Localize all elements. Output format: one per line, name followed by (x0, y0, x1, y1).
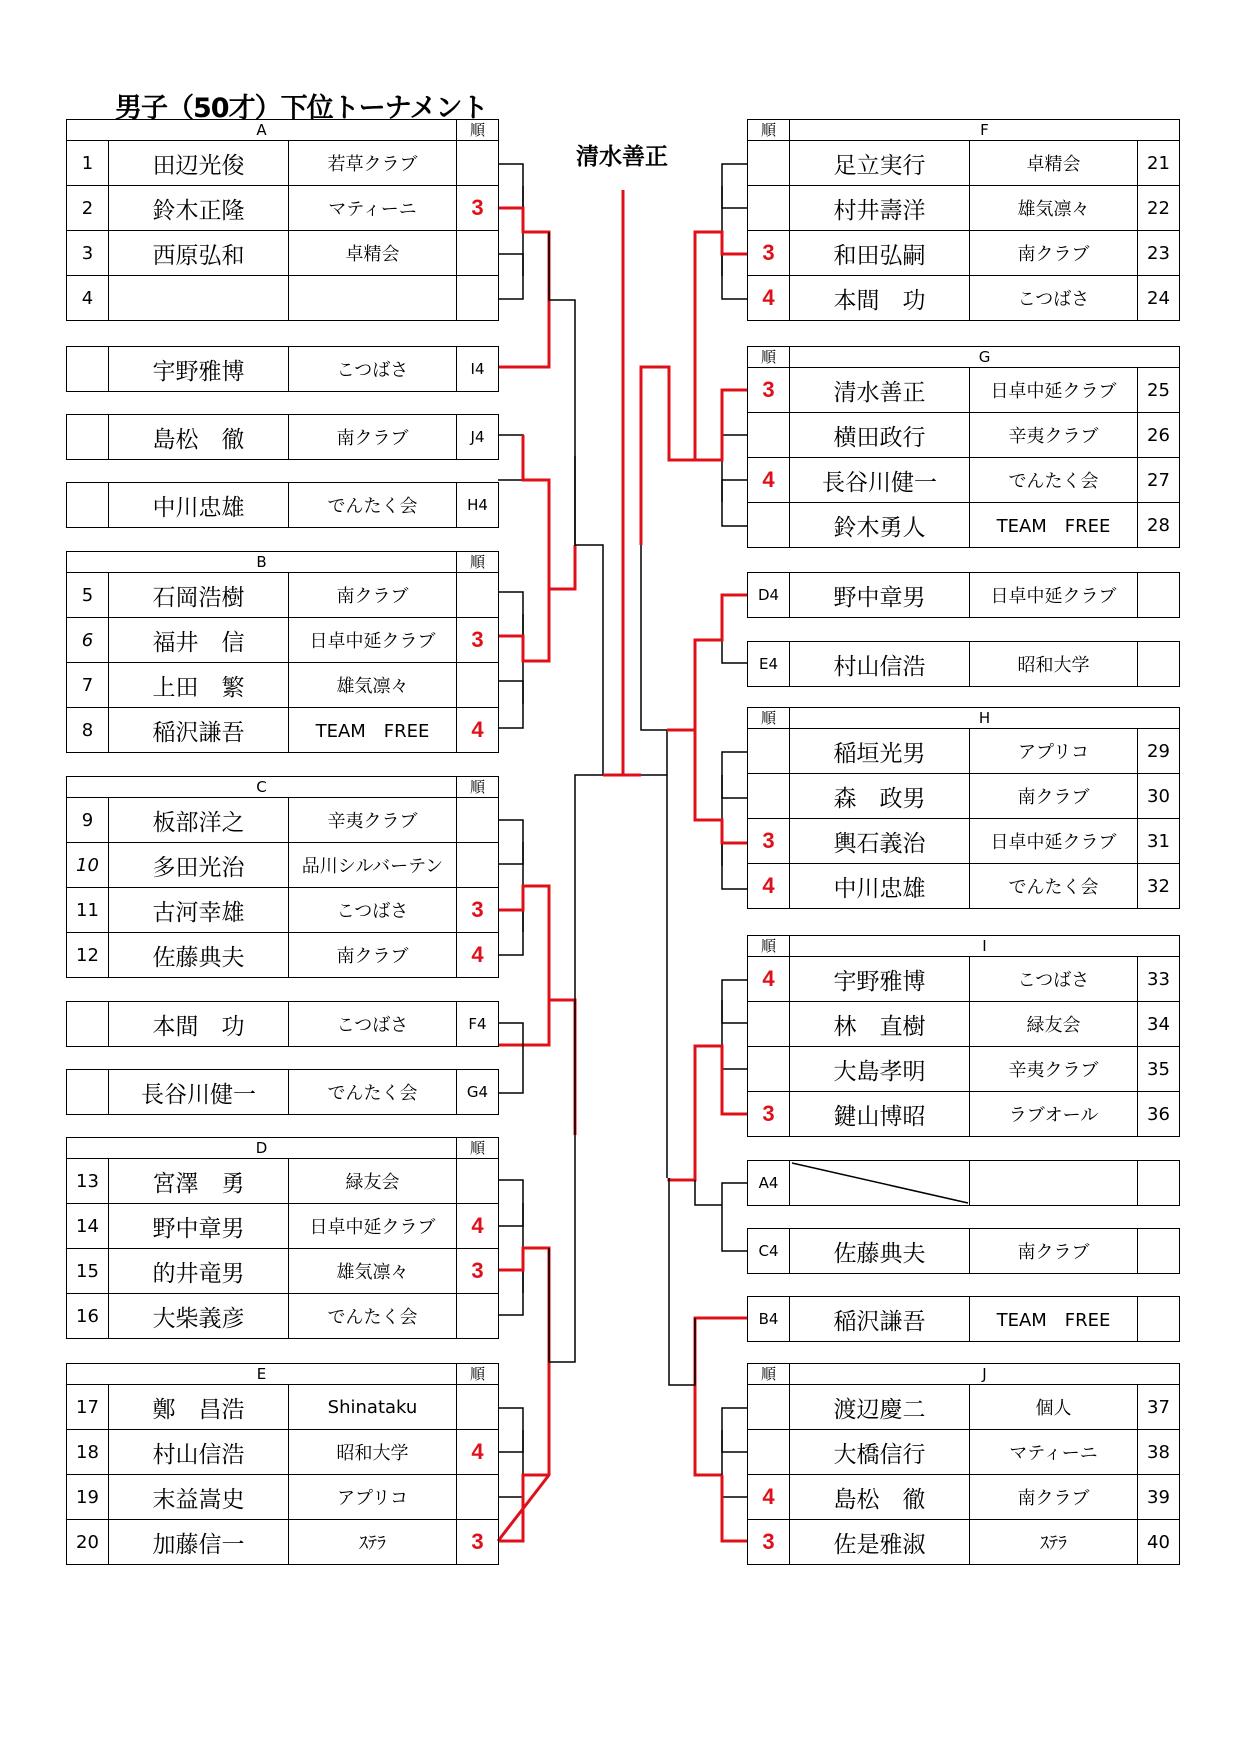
player-number: 35 (1138, 1047, 1180, 1092)
player-row (67, 1159, 499, 1204)
group-label: J (790, 1364, 1180, 1385)
group-label: E (67, 1364, 457, 1385)
player-number: 1 (67, 141, 109, 186)
seed-code: C4 (748, 1229, 790, 1274)
player-number: 18 (67, 1430, 109, 1475)
group-table-A (66, 119, 499, 321)
rank-value: 4 (748, 276, 790, 321)
player-row (748, 1385, 1180, 1430)
player-row (67, 1294, 499, 1339)
group-label: C (67, 777, 457, 798)
rank-header: 順 (748, 1364, 790, 1385)
player-row (67, 347, 499, 392)
player-row (748, 1047, 1180, 1092)
group-label: B (67, 552, 457, 573)
player-name: 佐藤典夫 (790, 1229, 970, 1274)
empty-cell (67, 1070, 109, 1115)
player-name: 島松 徹 (109, 415, 289, 460)
player-name: 宮澤 勇 (109, 1159, 289, 1204)
club-name: こつばさ (289, 888, 457, 933)
club-name (970, 1161, 1138, 1206)
empty-cell (1138, 1297, 1180, 1342)
club-name: 緑友会 (970, 1002, 1138, 1047)
player-number: 6 (67, 618, 109, 663)
player-number: 8 (67, 708, 109, 753)
player-name: 的井竜男 (109, 1249, 289, 1294)
club-name: アプリコ (970, 729, 1138, 774)
club-name: 南クラブ (970, 774, 1138, 819)
rank-value: 4 (748, 1475, 790, 1520)
single-entry-table (66, 1069, 499, 1115)
player-name: 福井 信 (109, 618, 289, 663)
player-number: 40 (1138, 1520, 1180, 1565)
player-name: 宇野雅博 (109, 347, 289, 392)
player-number: 30 (1138, 774, 1180, 819)
player-number: 38 (1138, 1430, 1180, 1475)
single-entry-table (747, 1296, 1180, 1342)
club-name: 雄気凛々 (289, 663, 457, 708)
group-label: I (790, 936, 1180, 957)
rank-value (457, 573, 499, 618)
club-name: 品川シルバーテン (289, 843, 457, 888)
single-entry-table (747, 1160, 1180, 1206)
player-name (790, 1161, 970, 1206)
player-row (67, 798, 499, 843)
player-number: 21 (1138, 141, 1180, 186)
player-name: 清水善正 (790, 368, 970, 413)
rank-value (748, 1430, 790, 1475)
club-name: 日卓中延クラブ (289, 1204, 457, 1249)
empty-cell (67, 1002, 109, 1047)
player-name: 森 政男 (790, 774, 970, 819)
player-row (748, 231, 1180, 276)
player-number: 26 (1138, 413, 1180, 458)
player-row (748, 642, 1180, 687)
player-row (748, 729, 1180, 774)
player-name: 石岡浩樹 (109, 573, 289, 618)
player-number: 39 (1138, 1475, 1180, 1520)
rank-value: 3 (748, 368, 790, 413)
club-name: こつばさ (970, 276, 1138, 321)
rank-value: 4 (457, 708, 499, 753)
club-name: 昭和大学 (970, 642, 1138, 687)
player-name: 渡辺慶二 (790, 1385, 970, 1430)
group-label: F (790, 120, 1180, 141)
group-table-I (747, 935, 1180, 1137)
player-name: 多田光治 (109, 843, 289, 888)
rank-value (748, 141, 790, 186)
single-entry-table (66, 1001, 499, 1047)
player-row (748, 1475, 1180, 1520)
player-number: 22 (1138, 186, 1180, 231)
player-row (67, 573, 499, 618)
seed-code: J4 (457, 415, 499, 460)
player-row (67, 276, 499, 321)
seed-code: A4 (748, 1161, 790, 1206)
player-name: 田辺光俊 (109, 141, 289, 186)
club-name: 緑友会 (289, 1159, 457, 1204)
group-table-D (66, 1137, 499, 1339)
rank-value (748, 413, 790, 458)
player-row (67, 1204, 499, 1249)
rank-value: 3 (457, 618, 499, 663)
club-name: こつばさ (289, 347, 457, 392)
player-row (67, 415, 499, 460)
player-row (67, 1002, 499, 1047)
club-name: アプリコ (289, 1475, 457, 1520)
rank-header: 順 (748, 708, 790, 729)
player-name: 長谷川健一 (109, 1070, 289, 1115)
player-name: 鍵山博昭 (790, 1092, 970, 1137)
rank-value (748, 1002, 790, 1047)
player-name: 島松 徹 (790, 1475, 970, 1520)
empty-cell (1138, 1229, 1180, 1274)
player-number: 27 (1138, 458, 1180, 503)
player-row (67, 1520, 499, 1565)
club-name: ｽﾃﾗ (970, 1520, 1138, 1565)
player-number: 36 (1138, 1092, 1180, 1137)
player-row (748, 774, 1180, 819)
club-name: 南クラブ (970, 1229, 1138, 1274)
empty-cell (1138, 642, 1180, 687)
player-name: 佐藤典夫 (109, 933, 289, 978)
player-row (748, 1229, 1180, 1274)
rank-value (457, 663, 499, 708)
rank-header: 順 (457, 1138, 499, 1159)
player-number: 11 (67, 888, 109, 933)
rank-value: 4 (457, 1204, 499, 1249)
player-name: 宇野雅博 (790, 957, 970, 1002)
player-number: 19 (67, 1475, 109, 1520)
rank-value: 3 (457, 186, 499, 231)
player-number: 17 (67, 1385, 109, 1430)
club-name: マティーニ (970, 1430, 1138, 1475)
club-name: 日卓中延クラブ (970, 368, 1138, 413)
player-number: 33 (1138, 957, 1180, 1002)
player-number: 29 (1138, 729, 1180, 774)
player-row (67, 663, 499, 708)
rank-header: 順 (748, 347, 790, 368)
player-number: 9 (67, 798, 109, 843)
player-name: 中川忠雄 (109, 483, 289, 528)
group-table-F (747, 119, 1180, 321)
player-row (748, 1430, 1180, 1475)
player-name: 本間 功 (109, 1002, 289, 1047)
empty-cell (67, 483, 109, 528)
player-row (748, 141, 1180, 186)
player-row (748, 573, 1180, 618)
player-name: 村井壽洋 (790, 186, 970, 231)
player-name: 稲垣光男 (790, 729, 970, 774)
player-row (748, 819, 1180, 864)
player-name: 加藤信一 (109, 1520, 289, 1565)
player-row (67, 1070, 499, 1115)
player-row (67, 1249, 499, 1294)
single-entry-table (747, 1228, 1180, 1274)
rank-value: 3 (457, 1520, 499, 1565)
group-label: G (790, 347, 1180, 368)
seed-code: D4 (748, 573, 790, 618)
club-name: 辛夷クラブ (289, 798, 457, 843)
club-name: 南クラブ (289, 933, 457, 978)
player-number: 7 (67, 663, 109, 708)
player-name: 大島孝明 (790, 1047, 970, 1092)
player-number: 24 (1138, 276, 1180, 321)
player-row (67, 1430, 499, 1475)
player-name: 大橋信行 (790, 1430, 970, 1475)
player-row (67, 618, 499, 663)
player-name: 佐是雅淑 (790, 1520, 970, 1565)
club-name: でんたく会 (289, 1070, 457, 1115)
club-name: でんたく会 (289, 483, 457, 528)
rank-value: 3 (748, 1520, 790, 1565)
player-number: 28 (1138, 503, 1180, 548)
player-row (748, 368, 1180, 413)
club-name: マティーニ (289, 186, 457, 231)
club-name: 雄気凛々 (289, 1249, 457, 1294)
player-name: 鄭 昌浩 (109, 1385, 289, 1430)
rank-value: 3 (748, 819, 790, 864)
club-name: 南クラブ (970, 1475, 1138, 1520)
player-name: 村山信浩 (109, 1430, 289, 1475)
player-name: 上田 繁 (109, 663, 289, 708)
group-table-E (66, 1363, 499, 1565)
rank-header: 順 (748, 120, 790, 141)
group-table-G (747, 346, 1180, 548)
player-name: 板部洋之 (109, 798, 289, 843)
player-number: 23 (1138, 231, 1180, 276)
rank-value (748, 1385, 790, 1430)
player-row (67, 843, 499, 888)
player-row (748, 186, 1180, 231)
player-number: 4 (67, 276, 109, 321)
player-row (748, 458, 1180, 503)
club-name: 卓精会 (289, 231, 457, 276)
champion-name: 清水善正 (576, 144, 668, 170)
rank-value: 3 (457, 1249, 499, 1294)
club-name: 個人 (970, 1385, 1138, 1430)
club-name: 雄気凛々 (970, 186, 1138, 231)
player-row (748, 413, 1180, 458)
rank-value (748, 1047, 790, 1092)
club-name: 南クラブ (289, 573, 457, 618)
rank-value: 3 (457, 888, 499, 933)
rank-value (748, 729, 790, 774)
club-name: 辛夷クラブ (970, 413, 1138, 458)
player-row (67, 888, 499, 933)
player-number: 16 (67, 1294, 109, 1339)
group-table-C (66, 776, 499, 978)
rank-value: 4 (457, 933, 499, 978)
player-row (67, 483, 499, 528)
club-name: TEAM FREE (970, 1297, 1138, 1342)
player-number: 3 (67, 231, 109, 276)
rank-value (748, 774, 790, 819)
seed-code: G4 (457, 1070, 499, 1115)
player-row (748, 1520, 1180, 1565)
player-name: 鈴木勇人 (790, 503, 970, 548)
rank-value: 3 (748, 231, 790, 276)
player-name: 和田弘嗣 (790, 231, 970, 276)
seed-code: B4 (748, 1297, 790, 1342)
rank-value: 4 (457, 1430, 499, 1475)
club-name: 日卓中延クラブ (970, 573, 1138, 618)
player-number: 2 (67, 186, 109, 231)
player-number: 25 (1138, 368, 1180, 413)
player-row (748, 1092, 1180, 1137)
club-name: 南クラブ (970, 231, 1138, 276)
player-name: 大柴義彦 (109, 1294, 289, 1339)
player-number: 12 (67, 933, 109, 978)
group-label: A (67, 120, 457, 141)
rank-value: 4 (748, 864, 790, 909)
seed-code: F4 (457, 1002, 499, 1047)
rank-header: 順 (457, 552, 499, 573)
group-table-J (747, 1363, 1180, 1565)
player-number: 14 (67, 1204, 109, 1249)
player-name: 中川忠雄 (790, 864, 970, 909)
player-name: 林 直樹 (790, 1002, 970, 1047)
rank-value (457, 141, 499, 186)
group-label: D (67, 1138, 457, 1159)
player-row (748, 503, 1180, 548)
player-row (67, 933, 499, 978)
player-row (748, 1297, 1180, 1342)
club-name: ラブオール (970, 1092, 1138, 1137)
rank-header: 順 (457, 777, 499, 798)
empty-cell (67, 415, 109, 460)
club-name: 日卓中延クラブ (289, 618, 457, 663)
single-entry-table (66, 482, 499, 528)
rank-value (457, 798, 499, 843)
player-name: 足立実行 (790, 141, 970, 186)
single-entry-table (66, 346, 499, 392)
rank-value (457, 1475, 499, 1520)
player-name: 末益嵩史 (109, 1475, 289, 1520)
seed-code: I4 (457, 347, 499, 392)
player-row (67, 1475, 499, 1520)
player-number: 32 (1138, 864, 1180, 909)
player-row (67, 186, 499, 231)
player-name: 村山信浩 (790, 642, 970, 687)
rank-value (457, 843, 499, 888)
club-name: こつばさ (289, 1002, 457, 1047)
club-name: こつばさ (970, 957, 1138, 1002)
club-name: でんたく会 (970, 458, 1138, 503)
rank-header: 順 (748, 936, 790, 957)
rank-header: 順 (457, 1364, 499, 1385)
club-name: 南クラブ (289, 415, 457, 460)
rank-value: 3 (748, 1092, 790, 1137)
rank-value (457, 276, 499, 321)
player-number: 13 (67, 1159, 109, 1204)
club-name: でんたく会 (289, 1294, 457, 1339)
empty-cell (1138, 1161, 1180, 1206)
rank-value: 4 (748, 957, 790, 1002)
player-number: 34 (1138, 1002, 1180, 1047)
club-name (289, 276, 457, 321)
club-name: 昭和大学 (289, 1430, 457, 1475)
club-name: 若草クラブ (289, 141, 457, 186)
group-label: H (790, 708, 1180, 729)
group-table-H (747, 707, 1180, 909)
rank-value: 4 (748, 458, 790, 503)
player-row (748, 864, 1180, 909)
rank-value (748, 186, 790, 231)
single-entry-table (747, 572, 1180, 618)
player-row (748, 1161, 1180, 1206)
player-name: 輿石義治 (790, 819, 970, 864)
player-number: 15 (67, 1249, 109, 1294)
player-name (109, 276, 289, 321)
seed-code: E4 (748, 642, 790, 687)
club-name: でんたく会 (970, 864, 1138, 909)
single-entry-table (66, 414, 499, 460)
empty-cell (1138, 573, 1180, 618)
group-table-B (66, 551, 499, 753)
player-number: 20 (67, 1520, 109, 1565)
rank-value (457, 1294, 499, 1339)
player-row (748, 1002, 1180, 1047)
club-name: ｽﾃﾗ (289, 1520, 457, 1565)
rank-header: 順 (457, 120, 499, 141)
empty-slot-slash (790, 1161, 970, 1205)
club-name: 辛夷クラブ (970, 1047, 1138, 1092)
player-name: 稲沢謙吾 (790, 1297, 970, 1342)
player-name: 稲沢謙吾 (109, 708, 289, 753)
club-name: Shinataku (289, 1385, 457, 1430)
player-row (67, 708, 499, 753)
empty-cell (67, 347, 109, 392)
player-row (748, 957, 1180, 1002)
seed-code: H4 (457, 483, 499, 528)
player-name: 野中章男 (109, 1204, 289, 1249)
player-name: 本間 功 (790, 276, 970, 321)
club-name: TEAM FREE (289, 708, 457, 753)
player-number: 10 (67, 843, 109, 888)
player-row (748, 276, 1180, 321)
club-name: TEAM FREE (970, 503, 1138, 548)
player-name: 鈴木正隆 (109, 186, 289, 231)
player-name: 野中章男 (790, 573, 970, 618)
player-name: 西原弘和 (109, 231, 289, 276)
page-title: 男子（50才）下位トーナメント (115, 93, 488, 124)
rank-value (457, 1385, 499, 1430)
player-name: 長谷川健一 (790, 458, 970, 503)
player-number: 37 (1138, 1385, 1180, 1430)
player-number: 31 (1138, 819, 1180, 864)
club-name: 日卓中延クラブ (970, 819, 1138, 864)
player-row (67, 231, 499, 276)
single-entry-table (747, 641, 1180, 687)
player-name: 横田政行 (790, 413, 970, 458)
rank-value (457, 1159, 499, 1204)
player-row (67, 1385, 499, 1430)
club-name: 卓精会 (970, 141, 1138, 186)
player-name: 古河幸雄 (109, 888, 289, 933)
rank-value (457, 231, 499, 276)
player-row (67, 141, 499, 186)
player-number: 5 (67, 573, 109, 618)
rank-value (748, 503, 790, 548)
